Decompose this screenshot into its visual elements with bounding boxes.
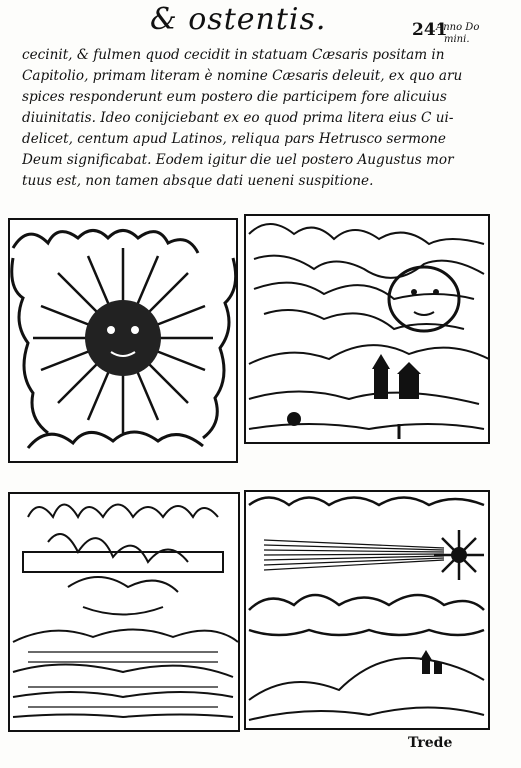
margin-note: [436, 22, 496, 46]
text-line: spices responderunt eum postero die participem fore alicuius: [22, 89, 447, 105]
comet-woodcut-image: [244, 490, 490, 730]
margin-note-line: mini.: [444, 34, 470, 45]
text-line: diuinitatis. Ideo conijciebant ex eo quod prima litera eius C ui-: [22, 110, 454, 126]
catchword: Trede: [408, 735, 453, 751]
sun-woodcut-image: [8, 218, 238, 463]
text-line: tuus est, non tamen absque dati ueneni suspitione.: [22, 173, 374, 189]
woodcut-comet: [244, 490, 490, 730]
body-paragraph: [22, 45, 492, 192]
woodcut-cloud-face: [244, 214, 490, 444]
text-line: Deum significabat. Eodem igitur die uel postero Augustus mor: [22, 152, 454, 168]
cloud-face-woodcut-image: [244, 214, 490, 444]
text-line: cecinit, & fulmen quod cecidit in statuam Cæsaris positam in: [22, 47, 445, 63]
margin-note-line: Anno Do: [436, 22, 480, 33]
woodcut-flaming-cloud: [8, 492, 240, 732]
woodcut-sun: [8, 218, 238, 463]
text-line: Capitolio, primam literam è nomine Cæsaris deleuit, ex quo aru: [22, 68, 463, 84]
page-title: & ostentis.: [150, 2, 327, 37]
text-line: delicet, centum apud Latinos, reliqua pars Hetrusco sermone: [22, 131, 446, 147]
flaming-cloud-woodcut-image: [8, 492, 240, 732]
page-number: 241: [412, 20, 448, 40]
